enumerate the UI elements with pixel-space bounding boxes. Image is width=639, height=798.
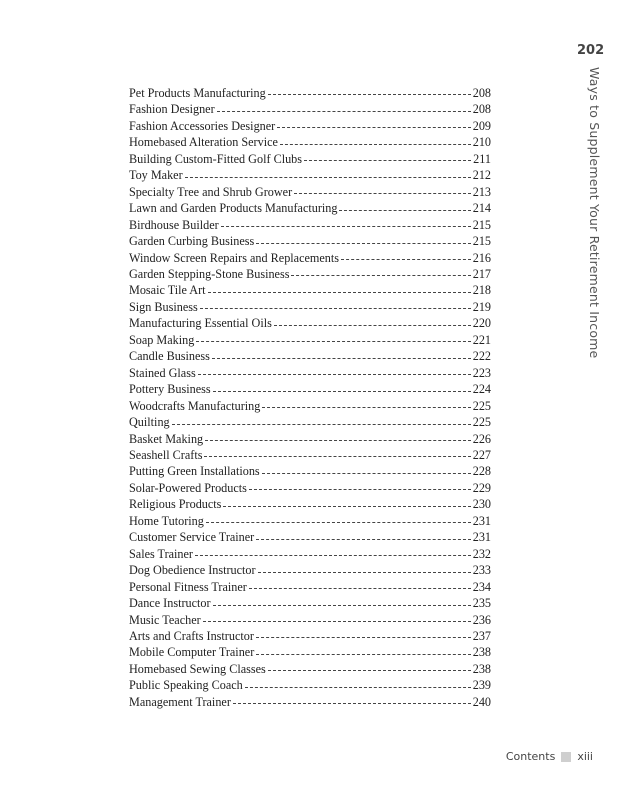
toc-entry-page: 208 [472,86,491,100]
table-of-contents [129,85,491,710]
toc-entry-page: 217 [472,266,491,281]
toc-entry-title: Pet Products Manufacturing [129,86,266,100]
toc-entry-page: 225 [472,398,491,413]
toc-dot-leader [208,292,471,293]
toc-entry-title: Sales Trainer [129,546,193,561]
toc-entry-page: 226 [472,431,491,446]
toc-entry-title: Garden Curbing Business [129,234,255,249]
toc-dot-leader [217,111,471,112]
toc-dot-leader [213,605,471,606]
toc-entry-title: Lawn and Garden Products Manufacturing [129,201,338,216]
footer-page-number: xiii [577,750,593,763]
toc-entry-page: 225 [472,415,491,430]
toc-entry-title: Quilting [129,415,170,430]
toc-dot-leader [294,193,471,194]
toc-entry [129,628,491,644]
toc-entry [129,546,491,562]
toc-entry-page: 239 [472,678,491,693]
toc-entry [129,134,491,150]
toc-entry-page: 221 [472,332,491,347]
toc-entry [129,398,491,414]
toc-dot-leader [223,506,470,507]
toc-entry [129,85,491,101]
toc-entry [129,217,491,233]
toc-entry-title: Mosaic Tile Art [129,283,206,298]
toc-dot-leader [262,407,470,408]
toc-entry-title: Music Teacher [129,612,201,627]
toc-dot-leader [268,670,471,671]
toc-entry-title: Soap Making [129,332,195,347]
toc-dot-leader [341,259,471,260]
toc-entry-title: Putting Green Installations [129,464,260,479]
toc-dot-leader [277,127,470,128]
footer-section-label: Contents [505,750,556,763]
toc-entry-page: 232 [472,546,491,561]
toc-entry [129,381,491,397]
toc-entry [129,101,491,117]
square-icon [561,752,571,762]
toc-entry-title: Woodcrafts Manufacturing [129,398,261,413]
toc-dot-leader [256,637,471,638]
toc-entry-page: 231 [472,513,491,528]
toc-entry-page: 238 [472,645,491,660]
toc-entry-title: Public Speaking Coach [129,678,243,693]
toc-dot-leader [206,522,471,523]
toc-entry [129,332,491,348]
toc-entry-title: Birdhouse Builder [129,217,219,232]
toc-entry-title: Personal Fitness Trainer [129,579,247,594]
toc-entry [129,118,491,134]
toc-entry-page: 215 [472,234,491,249]
toc-dot-leader [249,489,471,490]
toc-entry-title: Fashion Designer [129,102,215,117]
toc-dot-leader [268,94,471,95]
toc-dot-leader [233,703,471,704]
toc-dot-leader [172,424,471,425]
toc-entry-page: 240 [472,694,491,709]
toc-entry-page: 218 [472,283,491,298]
toc-dot-leader [280,144,471,145]
toc-dot-leader [304,160,471,161]
toc-dot-leader [262,473,471,474]
toc-entry-page: 235 [472,596,491,611]
toc-entry-page: 229 [472,480,491,495]
toc-entry-page: 210 [472,135,491,150]
toc-entry [129,496,491,512]
toc-entry [129,184,491,200]
toc-entry [129,431,491,447]
toc-dot-leader [195,555,471,556]
toc-entry-page: 212 [472,168,491,183]
toc-entry-title: Customer Service Trainer [129,530,255,545]
toc-dot-leader [198,374,471,375]
toc-entry [129,348,491,364]
toc-entry-title: Home Tutoring [129,513,204,528]
toc-entry [129,266,491,282]
toc-entry-page: 209 [472,118,491,133]
toc-entry-page: 231 [472,530,491,545]
side-running-title: Ways to Supplement Your Retirement Income [587,67,602,359]
toc-dot-leader [203,621,471,622]
toc-dot-leader [196,341,470,342]
toc-entry [129,299,491,315]
toc-entry-page: 215 [472,217,491,232]
toc-entry-page: 230 [472,497,491,512]
toc-entry-page: 223 [472,365,491,380]
toc-dot-leader [221,226,471,227]
toc-entry-title: Stained Glass [129,365,196,380]
page-footer [506,750,593,763]
toc-entry-title: Homebased Sewing Classes [129,661,266,676]
toc-entry-title: Building Custom-Fitted Golf Clubs [129,151,303,166]
toc-dot-leader [274,325,471,326]
toc-entry-title: Solar-Powered Products [129,480,247,495]
toc-entry [129,233,491,249]
toc-entry-page: 211 [473,151,491,166]
toc-entry [129,315,491,331]
toc-entry [129,414,491,430]
toc-entry [129,644,491,660]
toc-entry [129,595,491,611]
toc-entry-page: 228 [472,464,491,479]
toc-entry-title: Seashell Crafts [129,447,203,462]
toc-entry-page: 208 [472,102,491,117]
toc-entry-title: Garden Stepping-Stone Business [129,266,290,281]
toc-entry-title: Dog Obedience Instructor [129,563,256,578]
toc-entry-page: 233 [472,563,491,578]
toc-entry [129,612,491,628]
toc-entry-title: Homebased Alteration Service [129,135,278,150]
book-badge: 202 [577,43,605,58]
toc-entry-title: Toy Maker [129,168,183,183]
toc-entry [129,513,491,529]
toc-dot-leader [185,177,471,178]
toc-entry [129,282,491,298]
toc-entry-page: 227 [472,447,491,462]
toc-entry-title: Candle Business [129,349,210,364]
toc-entry-page: 214 [472,201,491,216]
toc-entry-title: Dance Instructor [129,596,211,611]
toc-entry [129,151,491,167]
toc-entry-page: 236 [472,612,491,627]
toc-entry-title: Sign Business [129,299,198,314]
toc-dot-leader [212,358,471,359]
toc-entry [129,250,491,266]
toc-entry [129,447,491,463]
toc-entry [129,579,491,595]
toc-entry [129,694,491,710]
toc-entry-page: 213 [472,184,491,199]
toc-entry [129,365,491,381]
toc-dot-leader [258,572,471,573]
toc-entry-title: Manufacturing Essential Oils [129,316,272,331]
toc-entry-page: 216 [472,250,491,265]
toc-entry-title: Window Screen Repairs and Replacements [129,250,340,265]
toc-entry-page: 238 [472,661,491,676]
toc-entry-title: Mobile Computer Trainer [129,645,255,660]
toc-entry-title: Pottery Business [129,382,211,397]
toc-dot-leader [256,243,470,244]
toc-entry [129,529,491,545]
toc-dot-leader [205,440,471,441]
toc-entry-title: Specialty Tree and Shrub Grower [129,184,293,199]
toc-dot-leader [200,308,471,309]
toc-dot-leader [204,456,470,457]
toc-entry [129,661,491,677]
toc-dot-leader [291,275,470,276]
toc-entry-page: 224 [472,382,491,397]
toc-dot-leader [256,654,470,655]
toc-entry [129,463,491,479]
toc-entry-page: 222 [472,349,491,364]
toc-entry [129,677,491,693]
toc-entry-page: 237 [472,628,491,643]
toc-entry [129,480,491,496]
toc-entry-title: Fashion Accessories Designer [129,118,276,133]
toc-entry-title: Basket Making [129,431,204,446]
toc-entry-title: Arts and Crafts Instructor [129,628,254,643]
toc-dot-leader [256,539,470,540]
toc-dot-leader [249,588,471,589]
toc-entry-title: Religious Products [129,497,222,512]
toc-entry [129,562,491,578]
toc-entry [129,200,491,216]
toc-entry-page: 234 [472,579,491,594]
toc-entry [129,167,491,183]
toc-dot-leader [339,210,470,211]
toc-entry-page: 219 [472,299,491,314]
toc-dot-leader [213,391,471,392]
toc-entry-title: Management Trainer [129,694,231,709]
toc-dot-leader [245,687,471,688]
toc-entry-page: 220 [472,316,491,331]
